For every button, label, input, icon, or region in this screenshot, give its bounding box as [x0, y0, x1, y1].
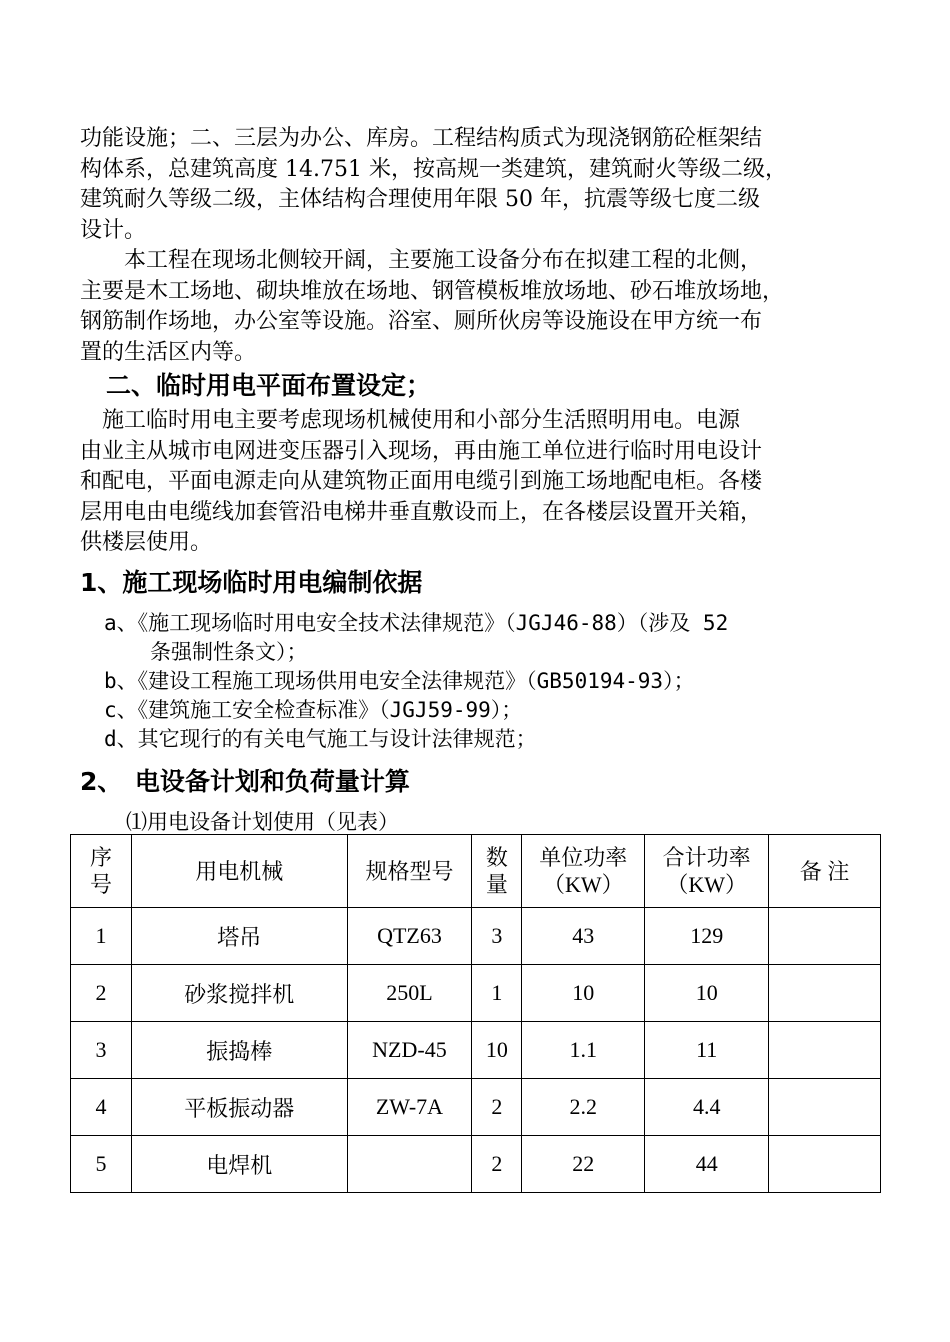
equipment-table — [70, 834, 881, 1193]
text-line: 主要是木工场地、砌块堆放在场地、钢管模板堆放场地、砂石堆放场地， — [80, 278, 785, 304]
header-text: 单位功率 — [539, 845, 628, 870]
text-line: 置的生活区内等。 — [80, 339, 257, 365]
cell-unit-power: 22 — [522, 1136, 645, 1193]
cell-total-power: 4.4 — [645, 1079, 769, 1136]
table-row — [71, 1079, 881, 1136]
header-text: 量 — [485, 872, 508, 897]
cell-model: ZW-7A — [347, 1079, 472, 1136]
cell-seq: 5 — [71, 1136, 132, 1193]
text-line: 和配电，平面电源走向从建筑物正面用电缆引到施工场地配电柜。各楼 — [80, 469, 763, 494]
cell-total-power: 10 — [645, 965, 769, 1022]
cell-machine: 砂浆搅拌机 — [131, 965, 347, 1022]
table-caption: ⑴用电设备计划使用（见表） — [126, 810, 399, 834]
reference-item-a-continued: 条强制性条文）； — [150, 640, 308, 664]
cell-unit-power: 10 — [522, 965, 645, 1022]
cell-model: 250L — [347, 965, 472, 1022]
header-text: 号 — [89, 872, 112, 897]
cell-total-power: 44 — [645, 1136, 769, 1193]
section-heading-power-layout: 二、临时用电平面布置设定； — [106, 371, 432, 400]
header-text: 序 — [89, 845, 112, 870]
text-line: 功能设施；二、三层为办公、库房。工程结构质式为现浇钢筋砼框架结 — [80, 126, 763, 151]
reference-item-a: a、《施工现场临时用电安全技术法律规范》（JGJ46-88）（涉及 52 — [104, 611, 729, 635]
cell-remark — [769, 1136, 881, 1193]
text-line: 由业主从城市电网进变压器引入现场，再由施工单位进行临时用电设计 — [80, 438, 763, 464]
cell-seq: 4 — [71, 1079, 132, 1136]
cell-seq: 3 — [71, 1022, 132, 1079]
power-supply-paragraph — [80, 406, 880, 559]
cell-remark — [769, 1022, 881, 1079]
cell-seq: 2 — [71, 965, 132, 1022]
cell-total-power: 129 — [645, 908, 769, 965]
table-header-row — [71, 835, 881, 908]
cell-model — [347, 1136, 472, 1193]
cell-machine: 塔吊 — [131, 908, 347, 965]
text-line: 供楼层使用。 — [80, 530, 213, 555]
table-row — [71, 965, 881, 1022]
project-overview-paragraph — [80, 124, 880, 246]
text-line: 本工程在现场北侧较开阔，主要施工设备分布在拟建工程的北侧， — [80, 248, 763, 273]
cell-qty: 10 — [472, 1022, 522, 1079]
text-line: 层用电由电缆线加套管沿电梯井垂直敷设而上，在各楼层设置开关箱， — [80, 499, 763, 525]
section-heading-basis: 1、施工现场临时用电编制依据 — [80, 568, 423, 597]
text-line: 构体系，总建筑高度 14.751 米，按高规一类建筑，建筑耐火等级二级， — [80, 156, 787, 182]
cell-remark — [769, 1079, 881, 1136]
cell-total-power: 11 — [645, 1022, 769, 1079]
header-seq — [71, 835, 132, 908]
header-text: （KW） — [666, 872, 748, 897]
section-heading-equipment: 2、 电设备计划和负荷量计算 — [80, 767, 410, 796]
header-machine: 用电机械 — [131, 835, 347, 908]
table-row — [71, 908, 881, 965]
reference-item-d: d、其它现行的有关电气施工与设计法律规范； — [104, 727, 537, 751]
header-model: 规格型号 — [347, 835, 472, 908]
header-text: 数 — [485, 845, 508, 870]
cell-model: QTZ63 — [347, 908, 472, 965]
table-row — [71, 1136, 881, 1193]
cell-qty: 3 — [472, 908, 522, 965]
text-line: 建筑耐久等级二级，主体结构合理使用年限 50 年，抗震等级七度二级 — [80, 187, 760, 212]
header-qty — [472, 835, 522, 908]
cell-unit-power: 43 — [522, 908, 645, 965]
cell-machine: 电焊机 — [131, 1136, 347, 1193]
cell-qty: 2 — [472, 1079, 522, 1136]
header-remark: 备 注 — [769, 835, 881, 908]
header-total-power — [645, 835, 769, 908]
cell-machine: 平板振动器 — [131, 1079, 347, 1136]
cell-machine: 振捣棒 — [131, 1022, 347, 1079]
header-text: （KW） — [542, 872, 624, 897]
cell-qty: 1 — [472, 965, 522, 1022]
cell-model: NZD-45 — [347, 1022, 472, 1079]
cell-remark — [769, 965, 881, 1022]
text-line: 施工临时用电主要考虑现场机械使用和小部分生活照明用电。电源 — [80, 408, 741, 433]
site-layout-paragraph — [80, 246, 880, 368]
cell-unit-power: 2.2 — [522, 1079, 645, 1136]
table-row — [71, 1022, 881, 1079]
cell-unit-power: 1.1 — [522, 1022, 645, 1079]
text-line: 钢筋制作场地，办公室等设施。浴室、厕所伙房等设施设在甲方统一布 — [80, 309, 763, 334]
text-line: 设计。 — [80, 217, 147, 243]
reference-item-c: c、《建筑施工安全检查标准》（JGJ59-99）； — [104, 698, 523, 722]
cell-qty: 2 — [472, 1136, 522, 1193]
reference-item-b: b、《建设工程施工现场供用电安全法律规范》（GB50194-93）； — [104, 669, 695, 693]
header-unit-power — [522, 835, 645, 908]
cell-remark — [769, 908, 881, 965]
header-text: 合计功率 — [662, 845, 751, 870]
cell-seq: 1 — [71, 908, 132, 965]
